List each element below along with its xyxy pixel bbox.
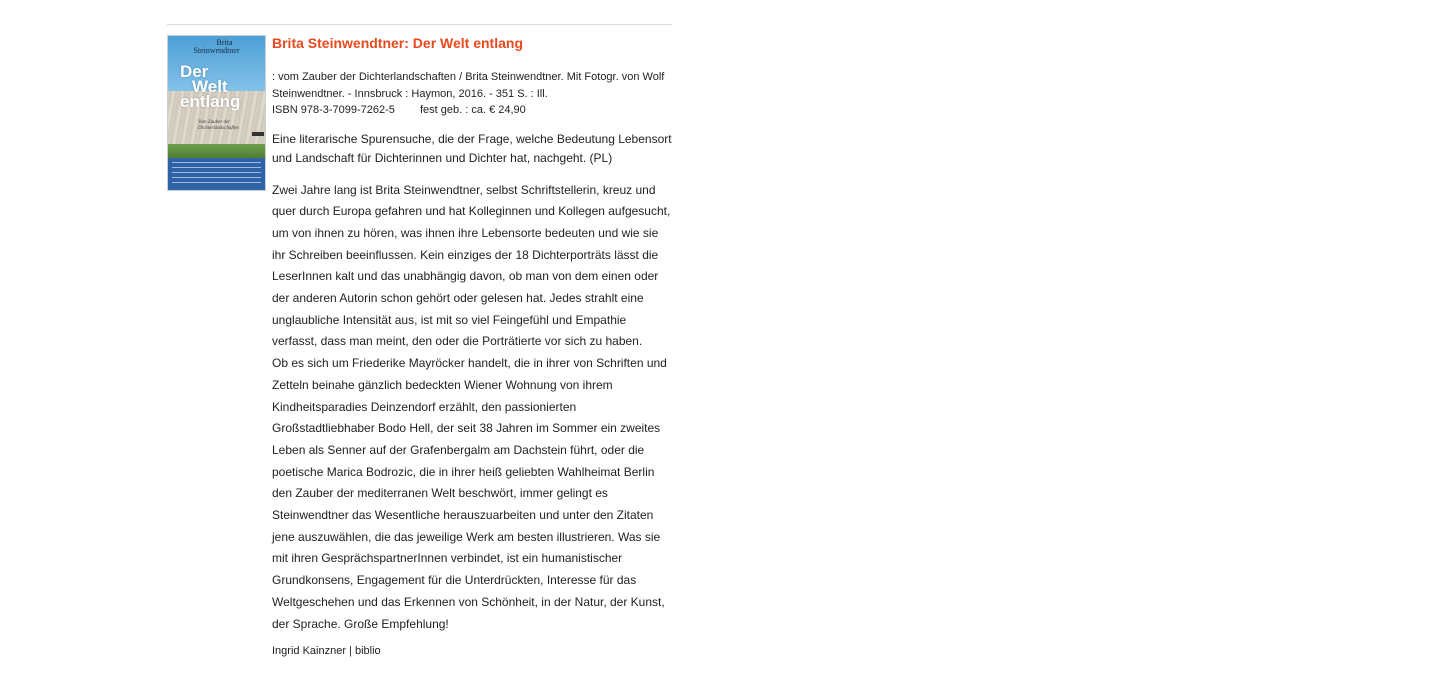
biblio-line-2: Steinwendtner. - Innsbruck : Haymon, 2016. - 351 S. : Ill. [272,87,548,100]
review-body-line: um von ihnen zu hören, was ihnen ihre Lebensorte bedeuten und wie sie [272,225,659,240]
review-body-line: Steinwendtner das Wesentliche herauszuarbeiten und unter den Zitaten [272,508,654,523]
top-divider [167,24,672,25]
reviewer-signature: Ingrid Kainzner | biblio [272,645,381,658]
review-body [272,180,674,636]
review-body-line: quer durch Europa gefahren und hat Kolleginnen und Kollegen aufgesucht, [272,204,671,219]
review-teaser: Eine literarische Spurensuche, die der Frage, welche Bedeutung Lebensort und Landschaft für Dichterinnen und Dichter hat, nachgeht. (PL) [272,131,672,165]
publisher-logo-icon [252,132,264,136]
review-body-line: Grundkonsens, Engagement für die Unterdrückten, Interesse für das [272,573,637,588]
price: fest geb. : ca. € 24,90 [419,104,526,116]
review-body-line: Leben als Senner auf der Grafenbergalm am Dachstein führt, oder die [272,442,645,457]
review-body-line: verfasst, dass man meint, den oder die Porträtierte vor sich zu haben. [272,334,643,349]
review-title: Brita Steinwendtner: Der Welt entlang [272,35,523,51]
review-body-line: Großstadtliebhaber Bodo Hell, der seit 38 Jahren im Sommer ein zweites [272,421,661,436]
cover-grass [168,144,265,158]
review-text-column [272,35,674,659]
review-body-line: jene auszuwählen, die das jeweilige Werk am besten illustrieren. Was sie [272,529,661,544]
review-body-line: unglaubliche Intensität aus, ist mit so viel Feingefühl und Empathie [272,312,627,327]
review-body-line: LeserInnen kalt und das unabhängig davon, ob man von dem einen oder [272,269,659,284]
cover-subtitle: Vom Zauber der Dichterlandschaften [198,120,239,131]
cover-author: Brita Steinwendtner [193,38,240,55]
review-body-line: ihr Schreiben beeinflussen. Kein einziges der 18 Dichterporträts lässt die [272,247,659,262]
biblio-line-1: : vom Zauber der Dichterlandschaften / Brita Steinwendtner. Mit Fotogr. von Wolf [272,71,665,83]
isbn: ISBN 978-3-7099-7262-5 [272,104,395,116]
book-cover-image[interactable] [167,35,266,191]
review-body-line: der Sprache. Große Empfehlung! [272,616,449,631]
isbn-row [272,102,674,119]
review-body-line: der anderen Autorin schon gehört oder gelesen hat. Jedes strahlt eine [272,291,644,306]
review-body-line: Kindheitsparadies Deinzendorf erzählt, den passionierten [272,399,577,414]
review-body-line: Zwei Jahre lang ist Brita Steinwendtner, selbst Schriftstellerin, kreuz und [272,182,656,197]
cover-blurb-band [168,158,265,191]
review-body-line: Ob es sich um Friederike Mayröcker handelt, die in ihrer von Schriften und [272,356,667,371]
review-body-line: mit ihren GesprächspartnerInnen verbindet, ist ein humanistischer [272,551,623,566]
review-body-line: poetische Marica Bodrozic, die in ihrer heiß geliebten Wahlheimat Berlin [272,464,655,479]
review-body-line: den Zauber der mediterranen Welt beschwört, immer gelingt es [272,486,608,501]
review-body-line: Weltgeschehen und das Erkennen von Schönheit, in der Natur, der Kunst, [272,594,665,609]
bibliographic-info [272,69,674,119]
cover-title: Der Welt entlang [180,62,241,111]
review-body-line: Zetteln beinahe gänzlich bedeckten Wiener Wohnung von ihrem [272,377,613,392]
